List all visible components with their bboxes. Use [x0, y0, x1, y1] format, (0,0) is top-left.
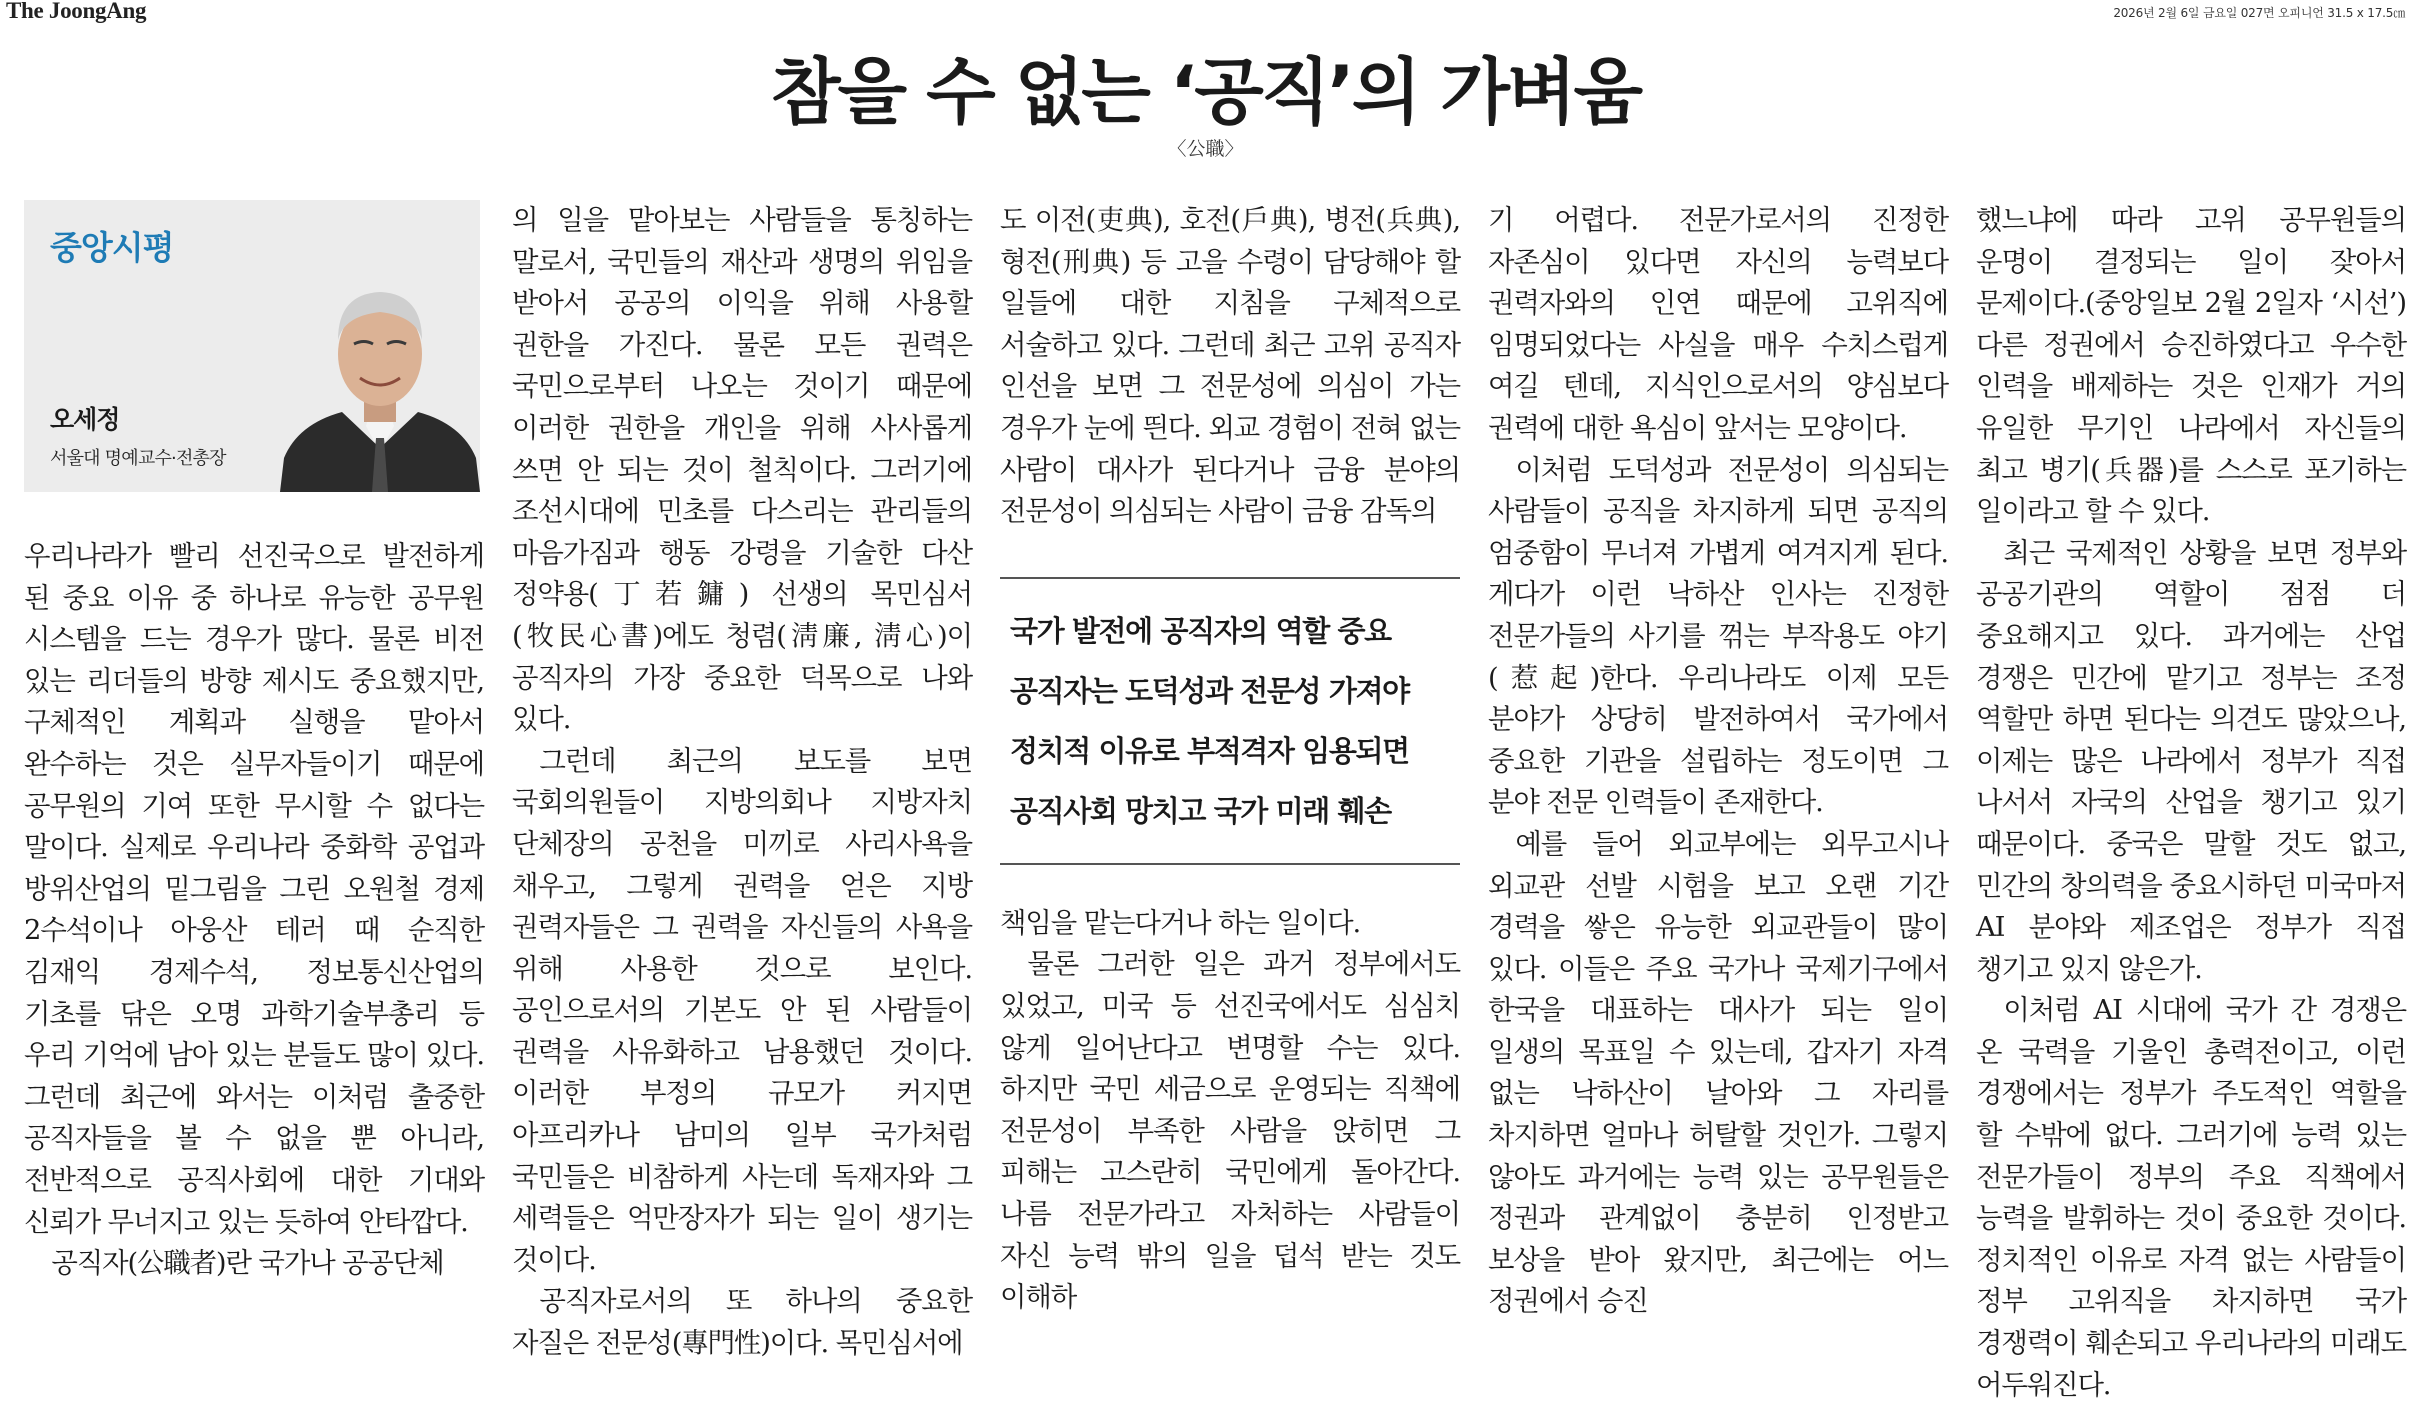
- paragraph: 최근 국제적인 상황을 보면 정부와 공공기관의 역할이 점점 더 중요해지고 있다. 과거에는 산업 경쟁은 민간에 맡기고 정부는 조정 역할만 하면 된다는 의견도 많았으나, 이제는 많은 나라에서 정부가 직접 나서서 자국의 산업을 챙기고 있기 때문이다. 중국은 말할 것도 없고, 민간의 창의력을 중요시하던 미국마저 AI 분야와 제조업은 정부가 직접 챙기고 있지 않은가.: [1976, 537, 2406, 985]
- paragraph: 예를 들어 외교부에는 외무고시나 외교관 선발 시험을 보고 오랜 기간 경력을 쌓은 유능한 외교관들이 많이 있다. 이들은 주요 국가나 국제기구에서 한국을 대표하는 대사가 되는 일이 일생의 목표일 수 있는데, 갑자기 자격 없는 낙하산이 날아와 그 자리를 차지하면 얼마나 허탈할 것인가. 그렇지 않아도 과거에는 능력 있는 공무원들은 정권과 관계없이 충분히 인정받고 보상을 받아 왔지만, 최근에는 어느 정권에서 승진: [1488, 828, 1948, 1318]
- paragraph: 물론 그러한 일은 과거 정부에서도 있었고, 미국 등 선진국에서도 심심치 않게 일어난다고 변명할 수는 있다. 하지만 국민 세금으로 운영되는 직책에 전문성이 부족한 사람을 앉히면 그 피해는 고스란히 국민에게 돌아간다. 나름 전문가라고 자처하는 사람들이 자신 능력 밖의 일을 덥석 받는 것도 이해하: [1000, 949, 1460, 1314]
- article-column-2: [512, 200, 972, 1360]
- article-title: 참을 수 없는 ‘공직’의 가벼움: [770, 50, 1641, 134]
- paragraph: 우리나라가 빨리 선진국으로 발전하게 된 중요 이유 중 하나로 유능한 공무원 시스템을 드는 경우가 많다. 물론 비전 있는 리더들의 방향 제시도 중요했지만, 구체적인 계획과 실행을 맡아서 완수하는 것은 실무자들이기 때문에 공무원의 기여 또한 무시할 수 없다는 말이다. 실제로 우리나라 중화학 공업과 방위산업의 밑그림을 그린 오원철 경제 2수석이나 아웅산 테러 때 순직한 김재익 경제수석, 정보통신산업의 기초를 닦은 오명 과학기술부총리 등 우리 기억에 남아 있는 분들도 많이 있다. 그런데 최근에 와서는 이처럼 출중한 공직자들을 볼 수 없을 뿐 아니라, 전반적으로 공직사회에 대한 기대와 신뢰가 무너지고 있는 듯하여 안타깝다.: [24, 541, 484, 1238]
- paragraph: 이처럼 도덕성과 전문성이 의심되는 사람들이 공직을 차지하게 되면 공직의 엄중함이 무너져 가볍게 여겨지게 된다. 게다가 이런 낙하산 인사는 진정한 전문가들의 사기를 꺾는 부작용도 야기(惹起)한다. 우리나라도 이제 모든 분야가 상당히 발전하여서 국가에서 중요한 기관을 설립하는 정도이면 그 분야 전문 인력들이 존재한다.: [1488, 454, 1948, 819]
- pull-quote-line: 국가 발전에 공직자의 역할 중요: [1010, 613, 1391, 648]
- newspaper-logo[interactable]: The JoongAng: [6, 0, 147, 23]
- article-column-5: [1976, 200, 2406, 1401]
- pull-quote-line: 정치적 이유로 부적격자 임용되면: [1010, 733, 1409, 768]
- paragraph: 그런데 최근의 보도를 보면 국회의원들이 지방의회나 지방자치 단체장의 공천을 미끼로 사리사욕을 채우고, 그렇게 권력을 얻은 지방 권력자들은 그 권력을 자신들의 사욕을 위해 사용한 것으로 보인다. 공인으로서의 기본도 안 된 사람들이 권력을 사유화하고 남용했던 것이다. 이러한 부정의 규모가 커지면 아프리카나 남미의 일부 국가처럼 국민들은 비참하게 사는데 독재자와 그 세력들은 억만장자가 되는 일이 생기는 것이다.: [512, 745, 972, 1276]
- article-column-1: [24, 200, 484, 1360]
- dateline: 2026년 2월 6일 금요일 027면 오피니언 31.5 x 17.5㎝: [2113, 6, 2405, 20]
- article-column-3: [1000, 200, 1460, 1360]
- article-column-4: [1488, 200, 1948, 1360]
- paragraph: 의 일을 맡아보는 사람들을 통칭하는 말로서, 국민들의 재산과 생명의 위임을 받아서 공공의 이익을 위해 사용할 권한을 가진다. 물론 모든 권력은 국민으로부터 나오는 것이기 때문에 이러한 권한을 개인을 위해 사사롭게 쓰면 안 되는 것이 철칙이다. 그러기에 조선시대에 민초를 다스리는 관리들의 마음가짐과 행동 강령을 기술한 다산 정약용(丁若鏞) 선생의 목민심서(牧民心書)에도 청렴(淸廉, 淸心)이 공직자의 가장 중요한 덕목으로 나와 있다.: [512, 205, 972, 736]
- paragraph: 도 이전(吏典), 호전(戶典), 병전(兵典), 형전(刑典) 등 고을 수령이 담당해야 할 일들에 대한 지침을 구체적으로 서술하고 있다. 그런데 최근 고위 공직자 인선을 보면 그 전문성에 의심이 가는 경우가 눈에 띈다. 외교 경험이 전혀 없는 사람이 대사가 된다거나 금융 분야의 전문성이 의심되는 사람이 금융 감독의: [1000, 205, 1460, 528]
- paragraph: 공직자(公職者)란 국가나 공공단체: [51, 1248, 444, 1280]
- paragraph: 책임을 맡는다거나 하는 일이다.: [1000, 907, 1361, 939]
- series-label: 중앙시평: [50, 228, 174, 267]
- masthead-bar: [0, 0, 2411, 30]
- pull-quote-line: 공직사회 망치고 국가 미래 훼손: [1010, 793, 1391, 828]
- paragraph: 기 어렵다. 전문가로서의 진정한 자존심이 있다면 자신의 능력보다 권력자와의 인연 때문에 고위직에 임명되었다는 사실을 매우 수치스럽게 여길 텐데, 지식인으로서의 양심보다 권력에 대한 욕심이 앞서는 모양이다.: [1488, 205, 1948, 444]
- pull-quote-line: 공직자는 도덕성과 전문성 가져야: [1010, 673, 1409, 708]
- paragraph: 이처럼 AI 시대에 국가 간 경쟁은 온 국력을 기울인 총력전이고, 이런 경쟁에서는 정부가 주도적인 역할을 할 수밖에 없다. 그러기에 능력 있는 전문가들이 정부의 주요 직책에서 능력을 발휘하는 것이 중요한 것이다. 정치적인 이유로 자격 없는 사람들이 정부 고위직을 차지하면 국가 경쟁력이 훼손되고 우리나라의 미래도 어두워진다.: [1976, 995, 2406, 1401]
- paragraph: 공직자로서의 또 하나의 중요한 자질은 전문성(專門性)이다. 목민심서에: [512, 1286, 972, 1360]
- article-subtitle: 〈公職〉: [1167, 138, 1244, 160]
- author-title: 서울대 명예교수·전총장: [50, 448, 226, 469]
- author-name: 오세정: [50, 405, 120, 434]
- author-portrait-image: [280, 262, 480, 492]
- pull-quote: [1000, 577, 1460, 865]
- paragraph: 했느냐에 따라 고위 공무원들의 운명이 결정되는 일이 잦아서 문제이다.(중앙일보 2월 2일자 ‘시선’) 다른 정권에서 승진하였다고 우수한 인력을 배제하는 것은 인재가 거의 유일한 무기인 나라에서 자신들의 최고 병기(兵器)를 스스로 포기하는 일이라고 할 수 있다.: [1976, 205, 2406, 528]
- author-profile-box: [24, 200, 480, 492]
